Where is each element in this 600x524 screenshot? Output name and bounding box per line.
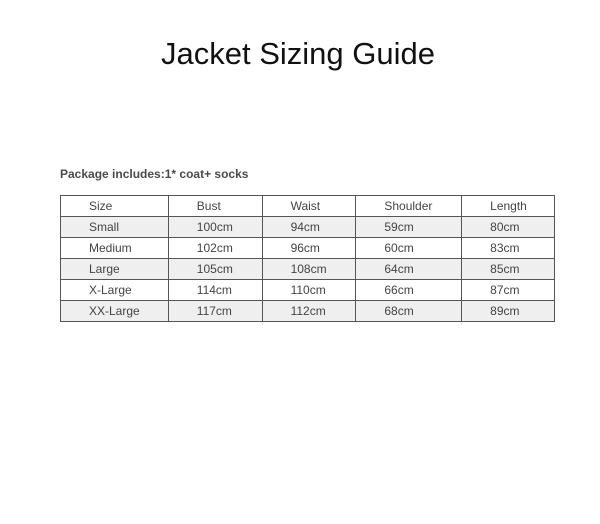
cell-size: XX-Large [61, 301, 169, 322]
cell-size: Small [61, 217, 169, 238]
table-row [61, 259, 555, 280]
cell-bust: 105cm [168, 259, 262, 280]
cell-length: 89cm [462, 301, 555, 322]
column-header-waist: Waist [262, 196, 356, 217]
cell-size: Medium [61, 238, 169, 259]
cell-bust: 114cm [168, 280, 262, 301]
cell-waist: 96cm [262, 238, 356, 259]
column-header-shoulder: Shoulder [356, 196, 462, 217]
cell-shoulder: 68cm [356, 301, 462, 322]
cell-bust: 102cm [168, 238, 262, 259]
cell-shoulder: 59cm [356, 217, 462, 238]
cell-size: Large [61, 259, 169, 280]
cell-length: 87cm [462, 280, 555, 301]
cell-shoulder: 66cm [356, 280, 462, 301]
column-header-length: Length [462, 196, 555, 217]
page-title: Jacket Sizing Guide [161, 36, 435, 71]
cell-length: 85cm [462, 259, 555, 280]
cell-shoulder: 60cm [356, 238, 462, 259]
table-row [61, 217, 555, 238]
cell-waist: 94cm [262, 217, 356, 238]
cell-length: 80cm [462, 217, 555, 238]
column-header-size: Size [61, 196, 169, 217]
cell-size: X-Large [61, 280, 169, 301]
table-row [61, 280, 555, 301]
cell-waist: 108cm [262, 259, 356, 280]
column-header-bust: Bust [168, 196, 262, 217]
table-row [61, 301, 555, 322]
cell-length: 83cm [462, 238, 555, 259]
cell-shoulder: 64cm [356, 259, 462, 280]
size-table [60, 195, 555, 322]
cell-bust: 117cm [168, 301, 262, 322]
cell-waist: 110cm [262, 280, 356, 301]
package-note: Package includes:1* coat+ socks [60, 167, 249, 181]
cell-waist: 112cm [262, 301, 356, 322]
table-header-row [61, 196, 555, 217]
cell-bust: 100cm [168, 217, 262, 238]
table-row [61, 238, 555, 259]
